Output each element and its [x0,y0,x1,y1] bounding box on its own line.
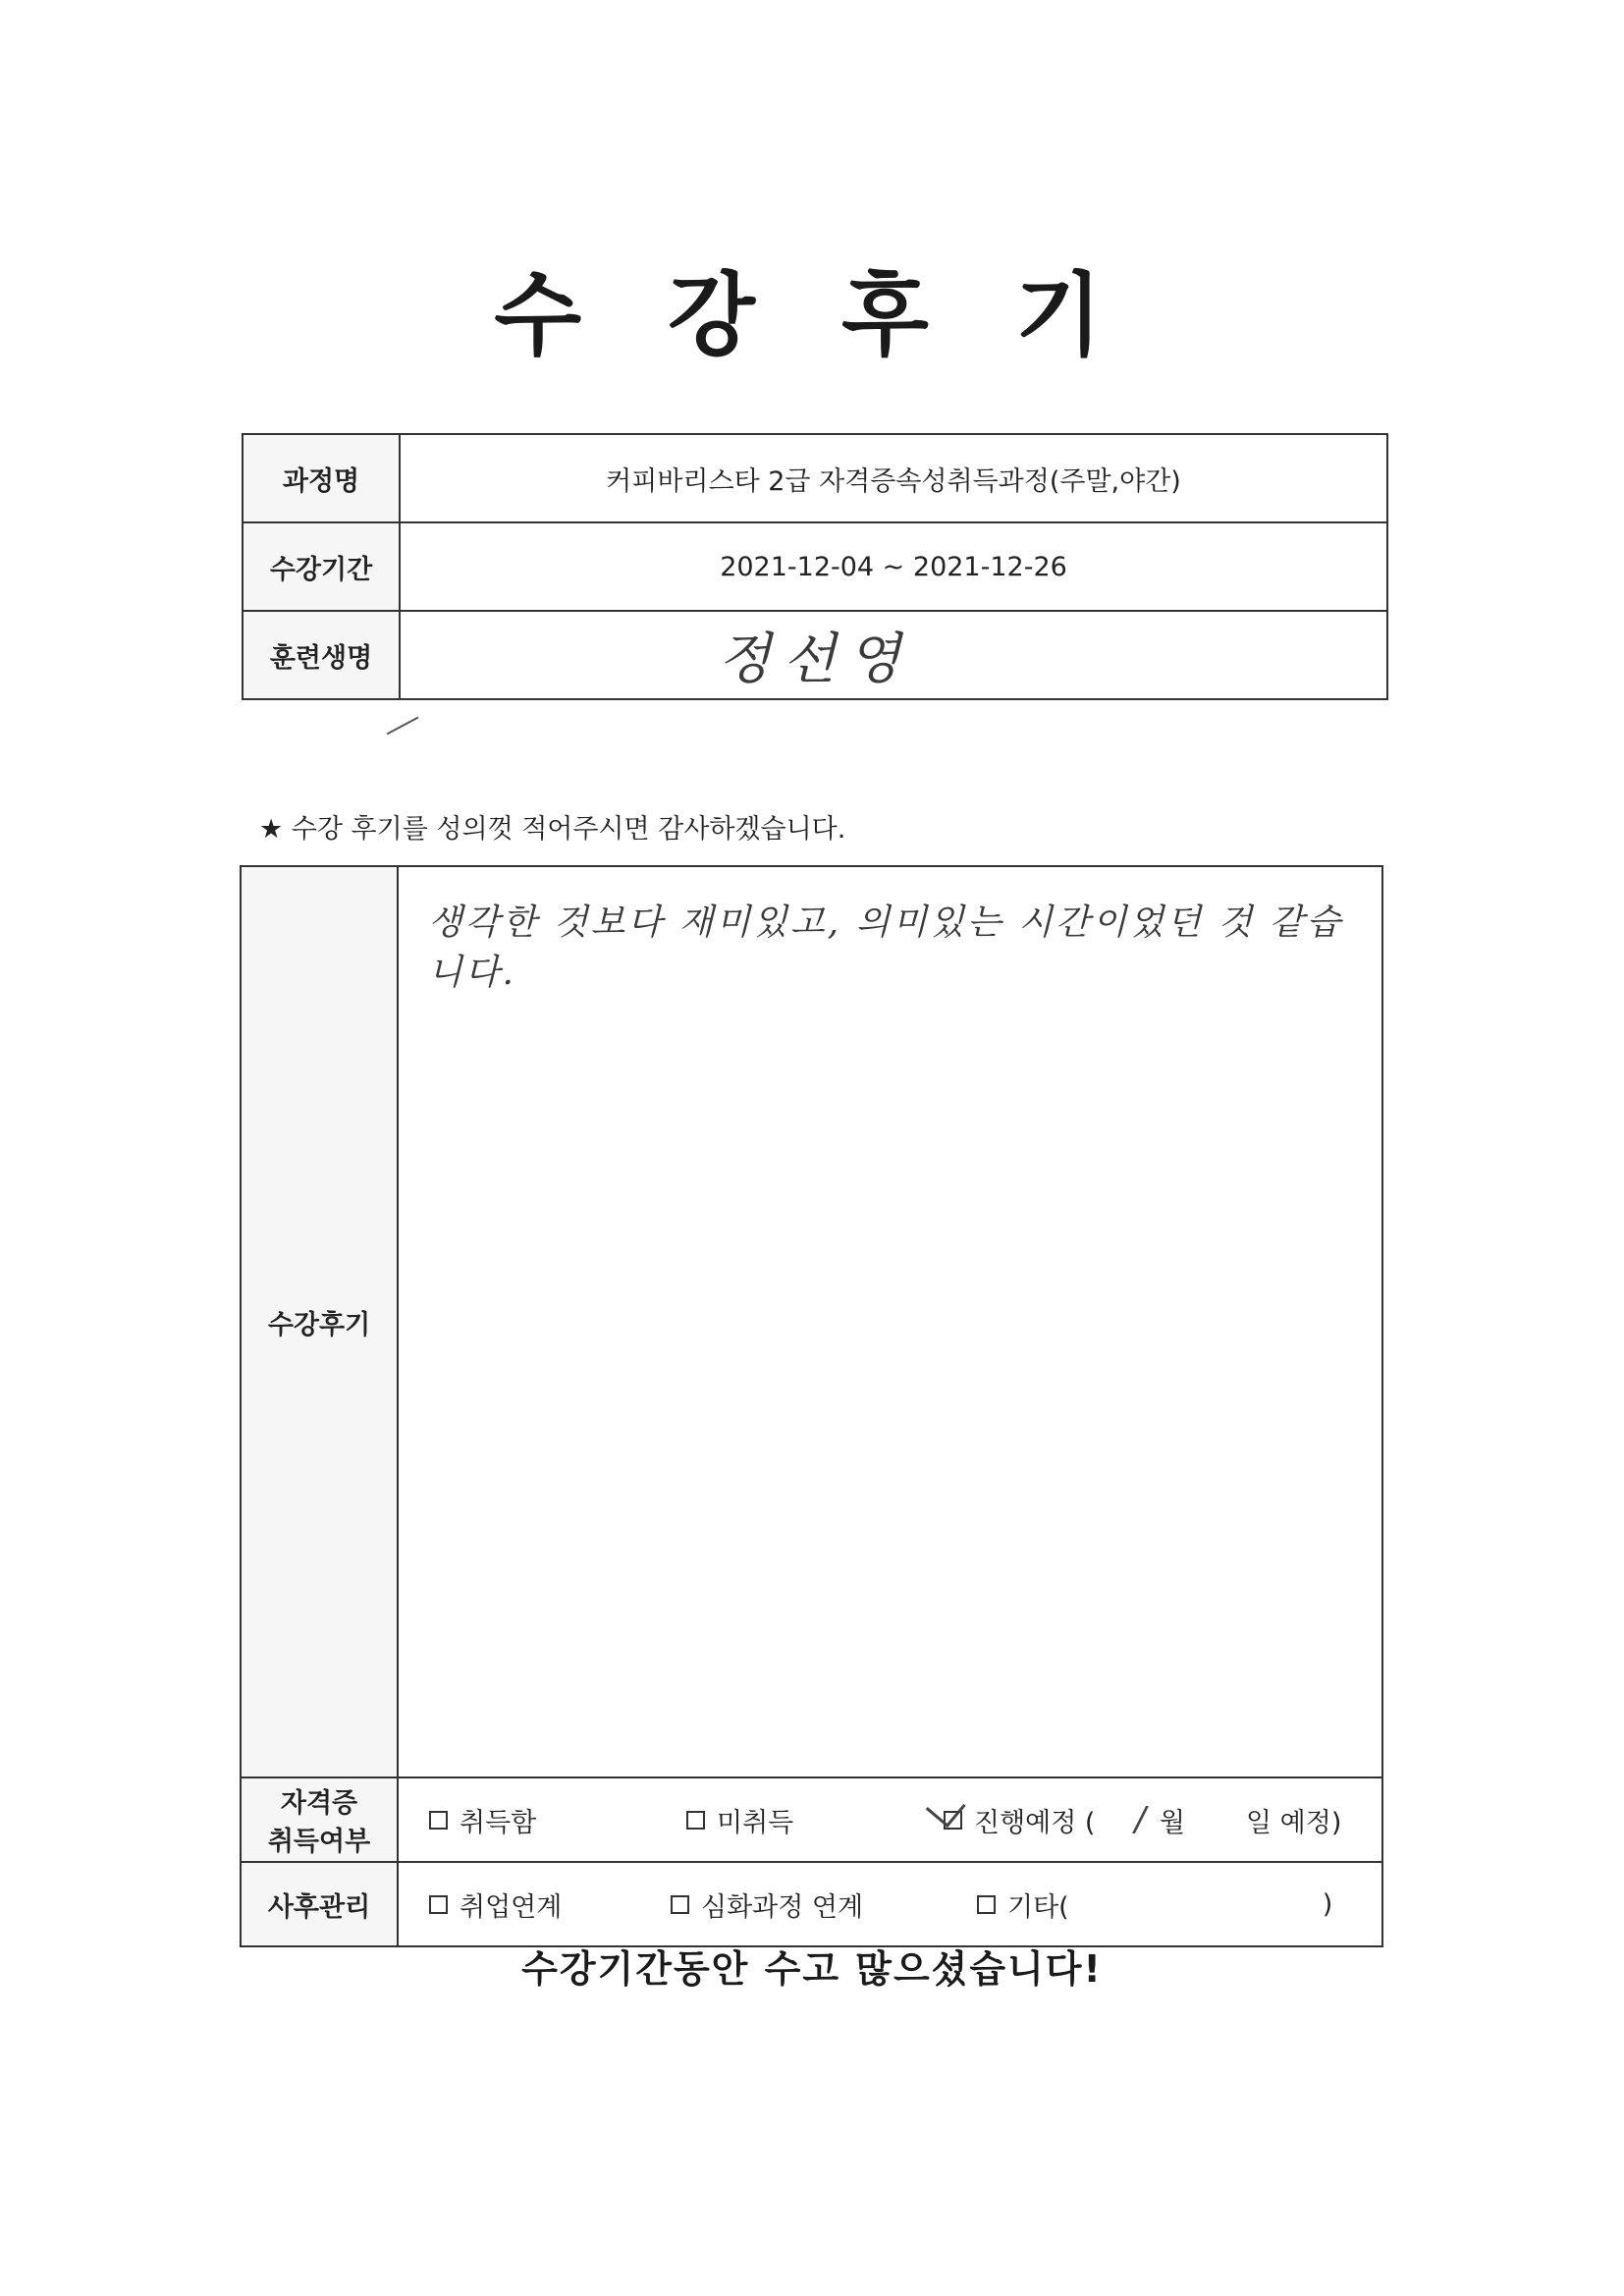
review-row [241,866,1382,1777]
option-other[interactable] [977,1886,1332,1924]
checkbox-in-progress-checked[interactable] [944,1811,962,1830]
certificate-row [241,1777,1382,1862]
course-label: 과정명 [243,434,400,522]
review-field[interactable] [398,866,1382,1777]
course-info-table [242,433,1388,700]
option-in-progress-label: 진행예정 ( [974,1807,1096,1838]
handwritten-slash: / [1134,1800,1146,1839]
checkbox-advanced[interactable] [671,1895,689,1914]
option-job-label: 취업연계 [460,1891,563,1923]
review-handwritten-text: 생각한 것보다 재미있고, 의미있는 시간이었던 것 같습니다. [428,902,1344,993]
course-row [243,434,1387,522]
certificate-label [241,1777,398,1862]
period-label: 수강기간 [243,522,400,611]
checkbox-other[interactable] [977,1895,996,1914]
certificate-label-line1: 자격증 [280,1788,358,1819]
certificate-options [398,1777,1382,1862]
option-in-progress[interactable] [944,1800,1341,1839]
trainee-label: 훈련생명 [243,611,400,699]
page-title: 수 강 후 기 [494,263,1130,368]
trainee-cell[interactable] [400,611,1387,699]
aftercare-row [241,1862,1382,1946]
option-not-acquired-label: 미취득 [717,1807,794,1838]
certificate-label-line2: 취득여부 [267,1827,371,1857]
review-table [240,865,1383,1947]
checkbox-job[interactable] [429,1895,448,1914]
option-other-label: 기타( [1007,1891,1069,1923]
aftercare-options [398,1862,1382,1946]
review-label: 수강후기 [241,866,398,1777]
period-value: 2021-12-04 ~ 2021-12-26 [400,522,1387,611]
trainee-row [243,611,1387,699]
checkbox-not-acquired[interactable] [686,1811,705,1830]
closing-message: 수강기간동안 수고 많으셨습니다! [521,1947,1103,1991]
option-advanced[interactable] [671,1886,977,1924]
option-acquired[interactable] [429,1801,686,1839]
day-suffix: 일 예정) [1246,1807,1342,1838]
option-acquired-label: 취득함 [460,1807,537,1838]
pen-stroke-mark [387,717,419,736]
trainee-name-handwritten: 정선영 [717,628,913,691]
course-value: 커피바리스타 2급 자격증속성취득과정(주말,야간) [400,434,1387,522]
aftercare-label: 사후관리 [241,1862,398,1946]
checkbox-acquired[interactable] [429,1811,448,1830]
notice-text: ★ 수강 후기를 성의껏 적어주시면 감사하겠습니다. [259,814,846,845]
option-job[interactable] [429,1886,671,1924]
option-advanced-label: 심화과정 연계 [701,1891,864,1923]
month-word: 월 [1159,1807,1186,1838]
option-other-close: ) [1322,1888,1333,1920]
option-not-acquired[interactable] [686,1801,944,1839]
period-row [243,522,1387,611]
